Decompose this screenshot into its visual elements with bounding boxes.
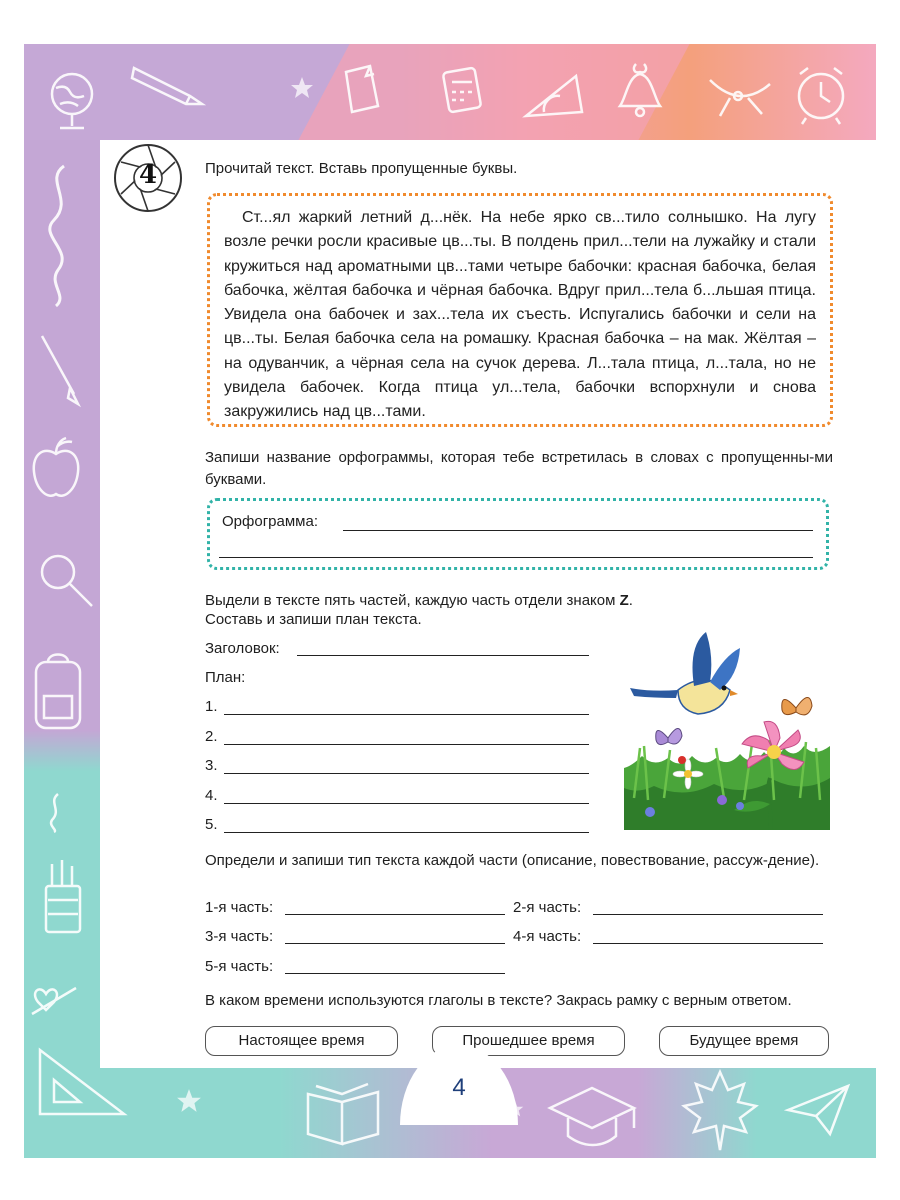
plan-item-number: 5. bbox=[205, 816, 218, 833]
divider-symbol-z: Z bbox=[619, 592, 629, 609]
part-answer-line[interactable] bbox=[285, 943, 505, 944]
calculator-icon bbox=[440, 66, 484, 114]
bird-butterflies-illustration bbox=[624, 628, 830, 830]
instruction-text-type: Определи и запиши тип текста каждой части (описание, повествование, рассуж-дение). bbox=[205, 852, 820, 869]
orthogram-label: Орфограмма: bbox=[222, 513, 318, 530]
squiggle-small-icon bbox=[44, 790, 68, 834]
apple-icon bbox=[28, 432, 84, 504]
maple-leaf-icon bbox=[680, 1068, 760, 1154]
pencil-icon bbox=[128, 58, 212, 110]
plan-item-number: 3. bbox=[205, 757, 218, 774]
part-label: 3-я часть: bbox=[205, 928, 274, 945]
option-present-tense[interactable]: Настоящее время bbox=[205, 1026, 398, 1056]
instruction-orthogram: Запиши название орфограммы, которая тебе встретилась в словах с пропущенны-ми буквами. bbox=[205, 449, 833, 488]
heart-arrow-icon bbox=[30, 980, 80, 1020]
open-book-icon bbox=[298, 1072, 388, 1152]
plan-item-number: 1. bbox=[205, 698, 218, 715]
protractor-icon bbox=[520, 66, 588, 126]
squiggle-icon bbox=[34, 160, 80, 310]
paper-note-icon bbox=[340, 62, 384, 116]
title-label: Заголовок: bbox=[205, 640, 280, 657]
part-label: 2-я часть: bbox=[513, 899, 582, 916]
plan-answer-line[interactable] bbox=[224, 744, 589, 745]
option-future-tense[interactable]: Будущее время bbox=[659, 1026, 829, 1056]
part-label: 5-я часть: bbox=[205, 958, 274, 975]
orthogram-line-2[interactable] bbox=[219, 557, 813, 558]
bell-icon bbox=[612, 58, 668, 124]
option-past-tense[interactable]: Прошедшее время bbox=[432, 1026, 625, 1056]
plan-answer-line[interactable] bbox=[224, 714, 589, 715]
magnifier-icon bbox=[34, 548, 98, 612]
graduation-cap-icon bbox=[544, 1078, 640, 1148]
instruction-read-text: Прочитай текст. Вставь пропущенные буквы. bbox=[205, 160, 518, 177]
pencil-cup-icon bbox=[38, 856, 88, 936]
brush-icon bbox=[36, 330, 82, 410]
plan-answer-line[interactable] bbox=[224, 803, 589, 804]
orthogram-answer-box bbox=[207, 498, 829, 570]
star-icon bbox=[290, 76, 314, 100]
part-answer-line[interactable] bbox=[285, 973, 505, 974]
paper-plane-icon bbox=[784, 1080, 854, 1140]
part-answer-line[interactable] bbox=[593, 914, 823, 915]
instruction-verb-tense: В каком времени используются глаголы в тексте? Закрась рамку с верным ответом. bbox=[205, 992, 792, 1009]
instruction-plan: Составь и запиши план текста. bbox=[205, 611, 422, 628]
plan-item-number: 2. bbox=[205, 728, 218, 745]
plan-answer-line[interactable] bbox=[224, 773, 589, 774]
alarm-clock-icon bbox=[790, 60, 852, 126]
title-answer-line[interactable] bbox=[297, 655, 589, 656]
part-label: 4-я часть: bbox=[513, 928, 582, 945]
instruction-divide-text: Выдели в тексте пять частей, каждую часть отдели знаком Z. bbox=[205, 592, 633, 609]
plan-item-number: 4. bbox=[205, 787, 218, 804]
story-text-box: Ст...ял жаркий летний д...нёк. На небе ярко св...тило солнышко. На лугу возле речки росли красивые цв...ты. В полдень прил...тели на лужайку и стали кружиться над ароматными цв...тами четыре бабочки: красная бабочка, белая бабочка, жёлтая бабочка и чёрная бабочка. Вдруг прил...тела б...льшая птица. Увидела она бабочек и зах...тела их съесть. Испугались бабочки и сели на цв...ты. Белая бабочка села на ромашку. Красная бабочка – на мак. Жёлтая – на одуванчик, а чёрная села на сучок дерева. Л...тала птица, л...тала, но не увидела бабочек. Когда птица ул...тела, бабочки вспорхнули и снова закружились над цв...тами. bbox=[207, 193, 833, 427]
ribbon-icon bbox=[700, 70, 780, 120]
part-answer-line[interactable] bbox=[593, 943, 823, 944]
page-number: 4 bbox=[452, 1074, 466, 1101]
backpack-icon bbox=[30, 648, 86, 734]
orthogram-line-1[interactable] bbox=[343, 530, 813, 531]
plan-label: План: bbox=[205, 669, 246, 686]
task-number-badge bbox=[112, 142, 184, 214]
part-answer-line[interactable] bbox=[285, 914, 505, 915]
globe-icon bbox=[44, 66, 100, 136]
task-number: 4 bbox=[138, 160, 158, 190]
plan-answer-line[interactable] bbox=[224, 832, 589, 833]
star-small-icon bbox=[176, 1088, 202, 1114]
part-label: 1-я часть: bbox=[205, 899, 274, 916]
instruction-divide-prefix: Выдели в тексте пять частей, каждую часть отдели знаком bbox=[205, 592, 616, 609]
